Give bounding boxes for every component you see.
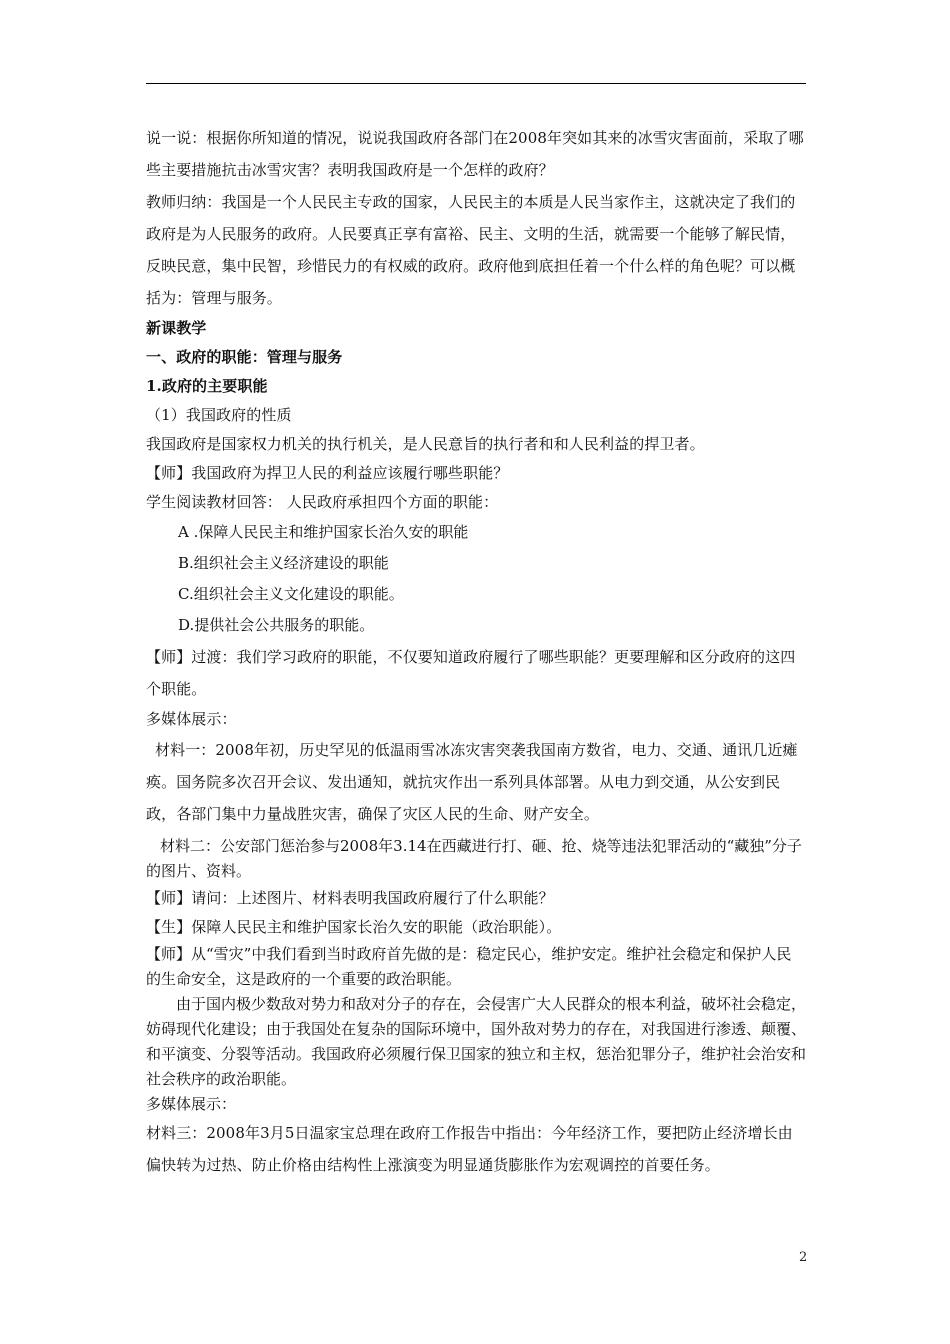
list-item-function-d: D.提供社会公共服务的职能。 bbox=[178, 616, 375, 634]
paragraph-teacher-summary: 教师归纳：我国是一个人民民主专政的国家，人民民主的本质是人民当家作主，这就决定了我们的政府是为人民服务的政府。人民要真正享有富裕、民主、文明的生活，就需要一个能够了解民情，反映民意，集中民智，珍惜民力的有权威的政府。政府他到底担任着一个什么样的角色呢？可以概括为：管理与服务。 bbox=[146, 193, 796, 307]
paragraph-multimedia-2: 多媒体展示： bbox=[146, 1095, 237, 1113]
paragraph-teacher-ask: 【师】请问：上述图片、材料表明我国政府履行了什么职能？ bbox=[146, 889, 554, 907]
paragraph-hostile-forces: 由于国内极少数敌对势力和敌对分子的存在，会侵害广大人民群众的根本利益，破坏社会稳定，妨碍现代化建设；由于我国处在复杂的国际环境中，国外敌对势力的存在，对我国进行渗透、颠覆、和平演变、分裂等活动。我国政府必须履行保卫国家的独立和主权，惩治犯罪分子，维护社会治安和社会秩序的政治职能。 bbox=[146, 995, 807, 1088]
heading-main-functions: 1.政府的主要职能 bbox=[146, 377, 268, 395]
paragraph-government-nature: 我国政府是国家权力机关的执行机关，是人民意旨的执行者和和人民利益的捍卫者。 bbox=[146, 435, 705, 453]
paragraph-student-reply: 【生】保障人民民主和维护国家长治久安的职能（政治职能）。 bbox=[146, 918, 562, 936]
list-item-function-a: A .保障人民民主和维护国家长治久安的职能 bbox=[178, 523, 469, 541]
paragraph-material-two: 材料二：公安部门惩治参与2008年3.14在西藏进行打、砸、抢、烧等违法犯罪活动的“藏独”分子的图片、资料。 bbox=[146, 837, 802, 880]
paragraph-teacher-snow: 【师】从“雪灾”中我们看到当时政府首先做的是：稳定民心，维护安定。维护社会稳定和保护人民的生命安全，这是政府的一个重要的政治职能。 bbox=[146, 945, 792, 988]
heading-section-one: 一、政府的职能：管理与服务 bbox=[146, 348, 343, 366]
paragraph-material-three: 材料三：2008年3月5日温家宝总理在政府工作报告中指出：今年经济工作，要把防止经济增长由偏快转为过热、防止价格由结构性上涨演变为明显通货膨胀作为宏观调控的首要任务。 bbox=[146, 1124, 793, 1174]
paragraph-student-answer: 学生阅读教材回答： 人民政府承担四个方面的职能： bbox=[146, 493, 499, 511]
paragraph-material-one: 材料一：2008年初，历史罕见的低温雨雪冰冻灾害突袭我国南方数省，电力、交通、通讯几近瘫痪。国务院多次召开会议、发出通知，就抗灾作出一系列具体部署。从电力到交通，从公安到民政，各部门集中力量战胜灾害，确保了灾区人民的生命、财产安全。 bbox=[146, 741, 798, 823]
subheading-government-nature: （1）我国政府的性质 bbox=[146, 406, 292, 424]
document-body bbox=[146, 122, 806, 1181]
paragraph-multimedia-1: 多媒体展示： bbox=[146, 710, 237, 728]
list-item-function-c: C.组织社会主义文化建设的职能。 bbox=[178, 585, 404, 603]
paragraph-transition: 【师】过渡：我们学习政府的职能，不仅要知道政府履行了哪些职能？更要理解和区分政府的这四个职能。 bbox=[146, 648, 796, 698]
page-number: 2 bbox=[799, 1250, 808, 1265]
heading-new-lesson: 新课教学 bbox=[146, 319, 207, 337]
list-item-function-b: B.组织社会主义经济建设的职能 bbox=[178, 554, 389, 572]
paragraph-teacher-question: 【师】我国政府为捍卫人民的利益应该履行哪些职能？ bbox=[146, 464, 509, 482]
header-rule bbox=[146, 83, 806, 84]
paragraph-discussion: 说一说：根据你所知道的情况，说说我国政府各部门在2008年突如其来的冰雪灾害面前，采取了哪些主要措施抗击冰雪灾害？表明我国政府是一个怎样的政府？ bbox=[146, 129, 804, 179]
